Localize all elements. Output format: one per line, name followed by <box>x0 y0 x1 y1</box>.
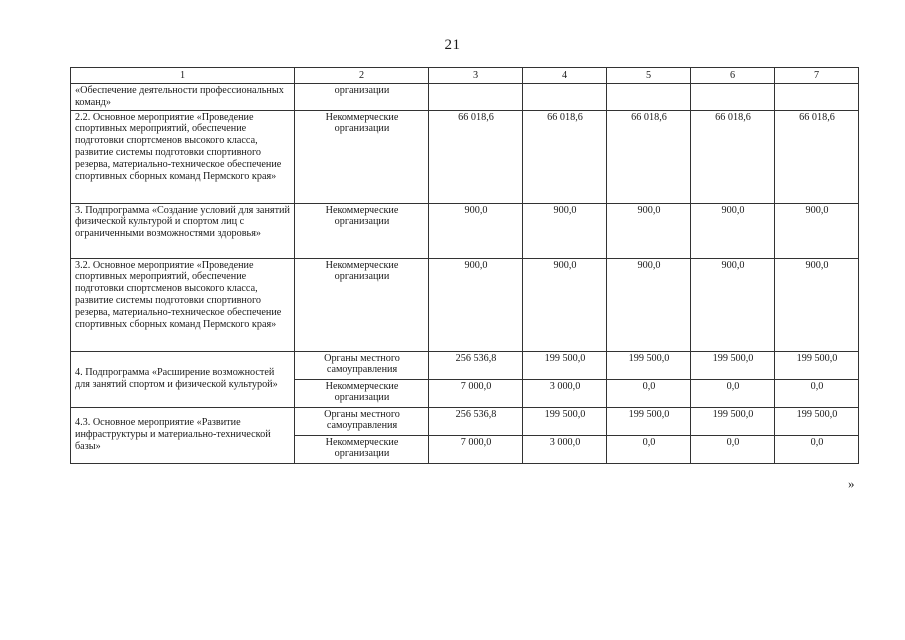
page-number: 21 <box>444 37 461 53</box>
value-cell: 900,0 <box>429 258 523 351</box>
value-cell: 0,0 <box>691 435 775 463</box>
value-cell: 66 018,6 <box>775 110 859 203</box>
value-cell: 199 500,0 <box>607 351 691 379</box>
program-name-cell: 4. Подпрограмма «Расширение возможностей для занятий спортом и физической культурой» <box>71 351 295 407</box>
value-cell <box>775 84 859 111</box>
value-cell: 256 536,8 <box>429 351 523 379</box>
value-cell: 66 018,6 <box>523 110 607 203</box>
value-cell <box>607 84 691 111</box>
column-number-header: 5 <box>607 68 691 84</box>
value-cell: 0,0 <box>691 379 775 407</box>
funding-source-cell: Некоммерческие организации <box>295 435 429 463</box>
value-cell: 0,0 <box>775 379 859 407</box>
funding-source-cell: Органы местного самоуправления <box>295 351 429 379</box>
table-row <box>71 351 859 379</box>
value-cell: 199 500,0 <box>523 407 607 435</box>
value-cell: 256 536,8 <box>429 407 523 435</box>
table-row <box>71 84 859 111</box>
value-cell: 900,0 <box>607 258 691 351</box>
column-number-header: 1 <box>71 68 295 84</box>
value-cell <box>523 84 607 111</box>
value-cell: 900,0 <box>429 203 523 258</box>
funding-source-cell: Некоммерческие организации <box>295 258 429 351</box>
value-cell: 66 018,6 <box>429 110 523 203</box>
value-cell: 66 018,6 <box>691 110 775 203</box>
value-cell: 900,0 <box>775 203 859 258</box>
value-cell: 900,0 <box>607 203 691 258</box>
value-cell: 3 000,0 <box>523 379 607 407</box>
value-cell <box>691 84 775 111</box>
program-name-cell: 3. Подпрограмма «Создание условий для занятий физической культурой и спортом лиц с ограниченными возможностями здоровья» <box>71 203 295 258</box>
column-number-header: 4 <box>523 68 607 84</box>
value-cell: 66 018,6 <box>607 110 691 203</box>
program-name-cell: 2.2. Основное мероприятие «Проведение спортивных мероприятий, обеспечение подготовки спортсменов высокого класса, развитие системы подготовки спортивного резерва, материально-техническое обеспечение спортивных сборных команд Пермского края» <box>71 110 295 203</box>
value-cell: 7 000,0 <box>429 379 523 407</box>
closing-quote-mark: » <box>848 476 855 491</box>
funding-source-cell: Некоммерческие организации <box>295 379 429 407</box>
column-number-row <box>71 68 859 84</box>
value-cell: 199 500,0 <box>775 351 859 379</box>
table-row <box>71 203 859 258</box>
value-cell: 900,0 <box>691 258 775 351</box>
table-row <box>71 258 859 351</box>
value-cell: 199 500,0 <box>691 351 775 379</box>
funding-source-cell: Органы местного самоуправления <box>295 407 429 435</box>
value-cell <box>429 84 523 111</box>
program-name-cell: 3.2. Основное мероприятие «Проведение спортивных мероприятий, обеспечение подготовки спортсменов высокого класса, развитие системы подготовки спортивного резерва, материально-техническое обеспечение спортивных сборных команд Пермского края» <box>71 258 295 351</box>
column-number-header: 2 <box>295 68 429 84</box>
value-cell: 900,0 <box>523 203 607 258</box>
value-cell: 900,0 <box>691 203 775 258</box>
table-row <box>71 110 859 203</box>
value-cell: 199 500,0 <box>775 407 859 435</box>
table-row <box>71 407 859 435</box>
value-cell: 7 000,0 <box>429 435 523 463</box>
value-cell: 0,0 <box>607 435 691 463</box>
value-cell: 0,0 <box>607 379 691 407</box>
column-number-header: 3 <box>429 68 523 84</box>
funding-source-cell: Некоммерческие организации <box>295 203 429 258</box>
column-number-header: 6 <box>691 68 775 84</box>
funding-source-cell: организации <box>295 84 429 111</box>
value-cell: 199 500,0 <box>523 351 607 379</box>
value-cell: 0,0 <box>775 435 859 463</box>
value-cell: 900,0 <box>523 258 607 351</box>
value-cell: 3 000,0 <box>523 435 607 463</box>
value-cell: 199 500,0 <box>691 407 775 435</box>
program-name-cell: 4.3. Основное мероприятие «Развитие инфраструктуры и материально-технической базы» <box>71 407 295 463</box>
column-number-header: 7 <box>775 68 859 84</box>
funding-table <box>70 67 859 464</box>
value-cell: 900,0 <box>775 258 859 351</box>
value-cell: 199 500,0 <box>607 407 691 435</box>
funding-source-cell: Некоммерческие организации <box>295 110 429 203</box>
program-name-cell: «Обеспечение деятельности профессиональных команд» <box>71 84 295 111</box>
